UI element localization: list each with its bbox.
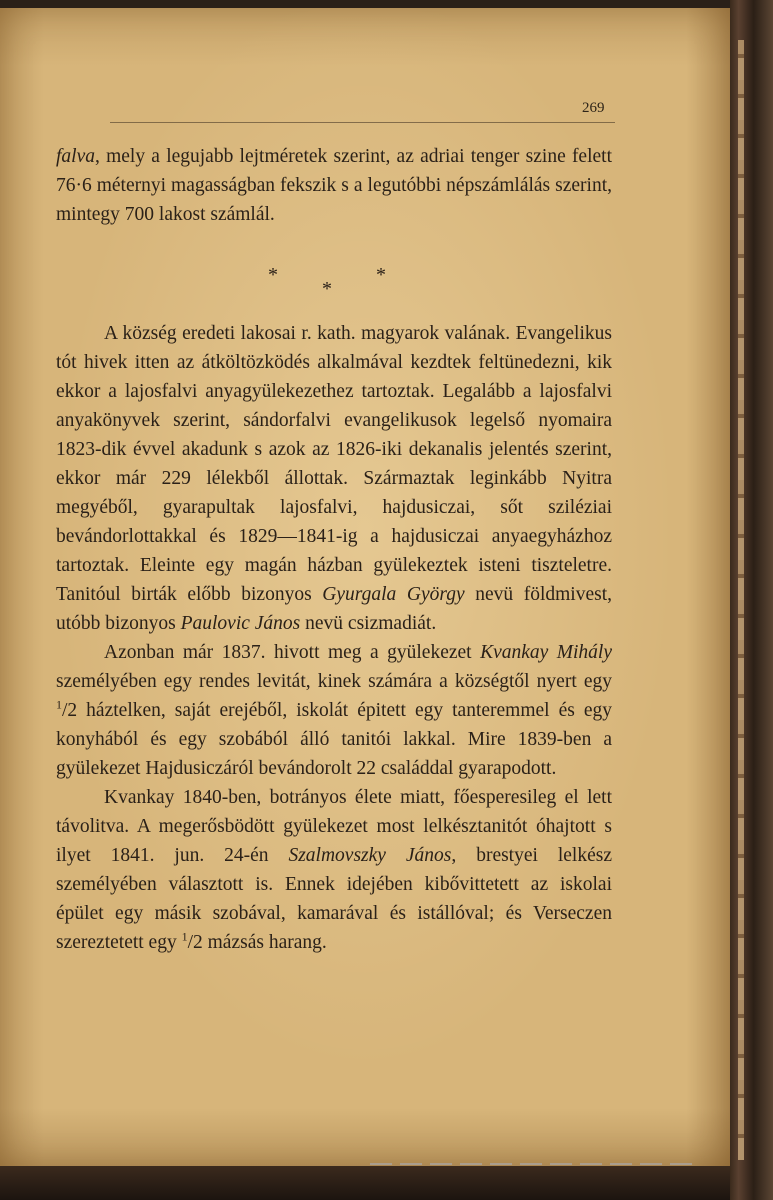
italic-text: Szalmovszky János — [288, 845, 452, 866]
text-run: A község eredeti lakosai r. kath. magyarok valának. Evangelikus tót hivek itten az átköltözködés alkalmával kezdtek feltünedezni, kik ekkor a lajosfalvi anyagyülekezethez tartoztak. Legalább a lajosfalvi anyakönyvek szerint, sándorfalvi evangelikusok legelső nyomaira 1823-dik évvel akadunk s azok az 1826-iki dekanalis jelentés szerint, ekkor már 229 lélekből állottak. Származtak leginkább Nyitra megyéből, gyarapultak lajosfalvi, hajdusiczai, sőt sziléziai bevándorlottakkal és 1829—1841-ig a hajdusiczai anyaegyházhoz tartoztak. Eleinte egy magán házban gyülekeztek isteni tiszteletre. Tanitóul birták előbb bizonyos — [56, 323, 612, 605]
page-number: 269 — [582, 100, 605, 116]
superscript: 1 — [181, 929, 188, 944]
book-spine — [730, 0, 773, 1200]
paragraph-2 — [56, 319, 612, 638]
text-run: /2 mázsás harang. — [187, 932, 327, 953]
page-sheet — [0, 8, 730, 1166]
text-run: nevü csizmadiát. — [300, 613, 437, 634]
body-text — [56, 142, 612, 957]
text-run: Kvankay 1840-ben, botrányos élete miatt, főesperesileg el lett távolitva. A megerősbödött gyülekezet most lelkésztanitót óhajtott s ilyet 1841. jun. 24-én — [56, 787, 612, 866]
bottom-shadow — [0, 1166, 730, 1200]
asterisk: * — [376, 264, 386, 286]
text-run: , brestyei lelkész személyében választott is. Ennek idejében kibővittetett az iskolai épület egy másik szobával, kamarával és istállóval; és Verseczen szereztetett egy — [56, 845, 612, 953]
superscript: 1 — [56, 697, 62, 712]
text-run: , mely a legujabb lejtméretek szerint, az adriai tenger szine felett 76·6 méternyi magasságban fekszik s a legutóbbi népszámlálás szerint, mintegy 700 lakost számlál. — [56, 146, 612, 225]
italic-text: Gyurgala György — [322, 584, 465, 605]
asterisk: * — [268, 264, 278, 286]
paragraph-3 — [56, 638, 612, 783]
text-run: Azonban már 1837. hivott meg a gyülekezet — [104, 642, 481, 663]
asterisk: * — [322, 278, 332, 300]
text-run: személyében egy rendes levitát, kinek számára a községtől nyert egy — [56, 671, 612, 692]
section-asterism — [56, 253, 612, 319]
bottom-edge-mark — [370, 1163, 700, 1165]
text-run: /2 háztelken, saját erejéből, iskolát épitett egy tanteremmel és egy konyhából és egy szobából álló tanitói lakkal. Mire 1839-ben a gyülekezet Hajdusiczáról bevándorolt 22 családdal gyarapodott. — [56, 700, 612, 779]
italic-text: falva — [56, 146, 95, 167]
italic-text: Paulovic János — [180, 613, 301, 634]
header-rule — [110, 122, 615, 123]
text-run: nevü földmivest, utóbb bizonyos — [56, 584, 612, 634]
paragraph-1 — [56, 142, 612, 229]
paragraph-4 — [56, 783, 612, 957]
page-edges — [738, 40, 744, 1160]
italic-text: Kvankay Mihály — [480, 642, 612, 663]
